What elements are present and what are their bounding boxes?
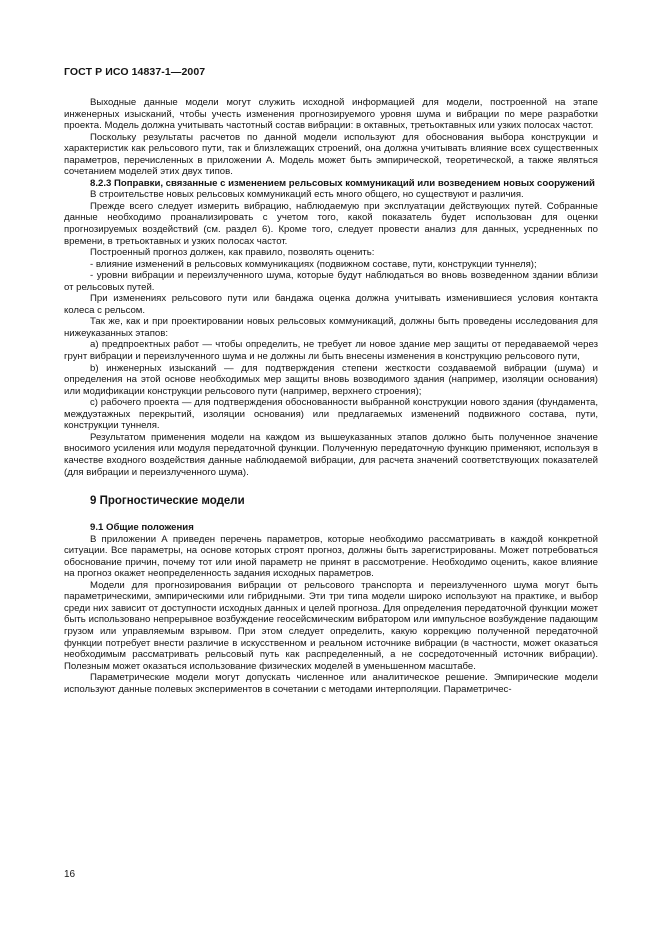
list-item: b) инженерных изысканий — для подтверждения степени жесткости создаваемой вибрации (шума) и определения на этой основе необходимых мер защиты вновь возводимого здания (например, изоляции основания) или модификации конструкции рельсового пути (например, верхнего строения); [64, 362, 598, 397]
paragraph: Поскольку результаты расчетов по данной модели используют для обоснования выбора конструкции и характеристик как рельсового пути, так и близлежащих строений, она должна учитывать влияние всех существенных параметров, перечисленных в приложении А. Модель может быть эмпирической, теоретической, а также являться сочетанием моделей этих двух типов. [64, 131, 598, 178]
page-number: 16 [64, 869, 76, 880]
paragraph: Прежде всего следует измерить вибрацию, наблюдаемую при эксплуатации действующих путей. Собранные данные необходимо проанализировать с учетом того, какой показатель будет использован для оценки прогнозируемых воздействий (см. раздел 6). Кроме того, следует провести анализ для данных, усредненных по времени, в третьоктавных и узких полосах частот. [64, 200, 598, 247]
page-content [64, 97, 598, 695]
paragraph: В строительстве новых рельсовых коммуникаций есть много общего, но существуют и различия. [90, 189, 524, 201]
paragraph: Так же, как и при проектировании новых рельсовых коммуникаций, должны быть проведены исследования для нижеуказанных этапов: [64, 316, 598, 339]
paragraph: Модели для прогнозирования вибрации от рельсового транспорта и переизлученного шума могут быть параметрическими, эмпирическими или гибридными. Эти три типа модели широко используют на практике, и выбор среди них зависит от доступности исходных данных и целей прогноза. Для определения передаточной функции может быть использовано непрерывное возбуждение геосейсмическим вибратором или импульсное возбуждение падающим грузом или управляемым взрывом. При этом следует определить, какую коррекцию полученной передаточной функции потребует внести различие в искусственном и реальном источнике вибрации (в частности, может оказаться необходимым рассматривать рельсовый путь как распределенный, а не сосредоточенный источник вибрации). Полезным может оказаться использование физических моделей в уменьшенном масштабе. [64, 579, 598, 672]
list-item: - влияние изменений в рельсовых коммуникациях (подвижном составе, пути, конструкции туннеля); [90, 258, 537, 270]
list-item: с) рабочего проекта — для подтверждения обоснованности выбранной конструкции нового здания (фундамента, междуэтажных перекрытий, изоляции основания) или предлагаемых изменений подвижного состава, пути, конструкции туннеля. [64, 397, 598, 432]
paragraph: Параметрические модели могут допускать численное или аналитическое решение. Эмпирические модели используют данные полевых экспериментов в сочетании с методами интерполяции. Параметричес- [64, 672, 598, 695]
subsection-heading: 8.2.3 Поправки, связанные с изменением рельсовых коммуникаций или возведением новых сооружений [90, 177, 595, 189]
paragraph: Результатом применения модели на каждом из вышеуказанных этапов должно быть полученное значение вносимого усиления или модуля передаточной функции. Полученную передаточную функцию применяют, используя в качестве входного воздействия данные наблюдаемой вибрации, для расчета значений соответствующих показателей (для вибрации и переизлученного шума). [64, 431, 598, 478]
section-heading: 9 Прогностические модели [90, 495, 245, 508]
paragraph: В приложении А приведен перечень параметров, которые необходимо рассматривать в каждой конкретной ситуации. Все параметры, на основе которых строят прогноз, должны быть зарегистрированы. Может потребоваться обоснование причин, почему тот или иной параметр не принят в рассмотрение. Необходимо оценить, какое влияние на прогноз окажет неопределенность задания исходных параметров. [64, 533, 598, 580]
paragraph: Выходные данные модели могут служить исходной информацией для модели, построенной на этапе инженерных изысканий, чтобы учесть изменения прогнозируемого уровня шума и вибрации по мере разработки проекта. Модель должна учитывать частотный состав вибрации: в октавных, третьоктавных или узких полосах частот. [64, 97, 598, 132]
list-item: а) предпроектных работ — чтобы определить, не требует ли новое здание мер защиты от передаваемой через грунт вибрации и переизлученного шума и не должны ли быть внесены изменения в конструкцию рельсового пути, [64, 339, 598, 363]
paragraph: При изменениях рельсового пути или бандажа оценка должна учитывать изменившиеся условия контакта колеса с рельсом. [64, 293, 598, 316]
list-item: - уровни вибрации и переизлученного шума, которые будут наблюдаться во вновь возведенном здании вблизи от рельсовых путей. [64, 270, 598, 293]
paragraph: Построенный прогноз должен, как правило, позволять оценить: [90, 247, 375, 259]
page-header: ГОСТ Р ИСО 14837-1—2007 [64, 66, 206, 78]
subsection-heading: 9.1 Общие положения [90, 522, 194, 534]
